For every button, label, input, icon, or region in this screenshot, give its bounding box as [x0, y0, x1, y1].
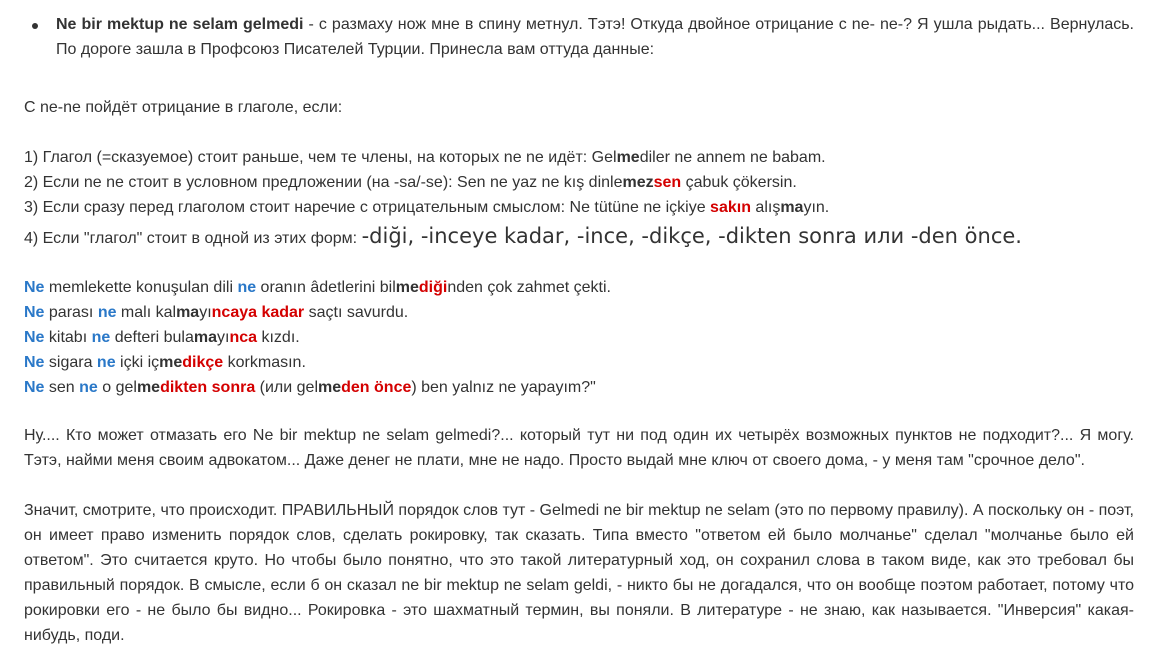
bullet-text: [56, 12, 1134, 62]
example-4-ne-first: Ne: [24, 354, 45, 371]
example-1-text-a: memlekette konuşulan dili: [44, 279, 238, 296]
example-5-text-c: (или gel: [255, 379, 318, 396]
example-5-form: dikten sonra: [160, 379, 256, 396]
rule-4-text: 4) Если "глагол" стоит в одной из этих форм:: [24, 230, 362, 247]
example-5-text-b: o gel: [97, 379, 137, 396]
example-4-text-b: içki iç: [115, 354, 160, 371]
bullet-item: [24, 12, 1134, 62]
example-3-ne-first: Ne: [24, 329, 45, 346]
example-4-form: dikçe: [182, 354, 224, 371]
example-3: [24, 325, 1134, 350]
example-3-text-c: kızdı.: [257, 329, 300, 346]
example-3-negation: ma: [193, 329, 217, 346]
rule-1: [24, 145, 1134, 170]
example-1-form: diği: [418, 279, 448, 296]
example-1-text-b: oranın âdetlerini bil: [256, 279, 396, 296]
example-4: [24, 350, 1134, 375]
example-1: [24, 275, 1134, 300]
rule-2-text: 2) Если ne ne стоит в условном предложении (на -sa/-se): Sen ne yaz ne kış dinle: [24, 174, 623, 191]
example-1-ne-second: ne: [237, 279, 257, 296]
rule-2: [24, 170, 1134, 195]
example-2-text-b: malı kal: [116, 304, 177, 321]
rule-2-suffix: mez: [622, 174, 654, 191]
paragraph-2: Значит, смотрите, что происходит. ПРАВИЛЬНЫЙ порядок слов тут - Gelmedi ne bir mektup ne selam (это по первому правилу). А поскольку он - поэт, он имеет право изменить порядок слов, сделать рокировку, так сказать. Типа вместо "ответом ей было молчанье" сделал "молчанье было ей ответом". Это считается круто. Но чтобы было понятно, что это такой литературный ход, он сохранил слова в таком виде, как это требовал бы правильный порядок. В смысле, если б он сказал ne bir mektup ne selam geldi, - никто бы не догадался, что он вообще поэтом работает, потому что рокировки его - не было бы видно... Рокировка - это шахматный термин, вы поняли. В литературе - не знаю, как называется. "Инверсия" какая-нибудь, поди.: [24, 502, 1134, 644]
paragraph-1: Ну.... Кто может отмазать его Ne bir mektup ne selam gelmedi?... который тут ни под один их четырёх возможных пунктов не подходит?... Я могу. Тэтэ, найми меня своим адвокатом... Даже денег не плати, мне не надо. Просто выдай мне ключ от своего дома, - у меня там "срочное дело".: [24, 427, 1134, 469]
example-4-text-c: korkmasın.: [223, 354, 306, 371]
rule-1-text: 1) Глагол (=сказуемое) стоит раньше, чем те члены, на которых ne ne идёт: Gel: [24, 149, 617, 166]
rule-2-condition: sen: [653, 174, 682, 191]
rule-4: [24, 224, 1134, 251]
example-2-negation: ma: [176, 304, 200, 321]
rule-3-suffix: ma: [780, 199, 804, 216]
example-5-ne-second: ne: [79, 379, 98, 396]
example-5-form-alt: den önce: [341, 379, 412, 396]
example-5-text-d: ) ben yalnız ne yapayım?": [411, 379, 596, 396]
example-1-ne-first: Ne: [24, 279, 45, 296]
example-3-text-a: kitabı: [44, 329, 92, 346]
bullet-phrase: Ne bir mektup ne selam gelmedi: [56, 16, 304, 33]
rule-1-rest: diler ne annem ne babam.: [639, 149, 826, 166]
rule-3-text: 3) Если сразу перед глаголом стоит наречие с отрицательным смыслом: Ne tütüne ne içkiye: [24, 199, 711, 216]
example-3-buffer: yı: [217, 329, 230, 346]
example-2-form: ncaya kadar: [211, 304, 305, 321]
rule-3-adverb: sakın: [710, 199, 751, 216]
example-1-text-c: nden çok zahmet çekti.: [447, 279, 611, 296]
example-5-negation: me: [136, 379, 161, 396]
rule-1-suffix: me: [616, 149, 640, 166]
example-3-text-b: defteri bula: [110, 329, 194, 346]
example-3-form: nca: [229, 329, 258, 346]
rule-2-rest: çabuk çökersin.: [681, 174, 797, 191]
example-2-buffer: yı: [199, 304, 212, 321]
example-5-ne-first: Ne: [24, 379, 45, 396]
bullet-comment: - с размаху нож мне в спину метнул. Тэтэ! Откуда двойное отрицание с ne- ne-? Я ушла рыдать... Вернулась. По дороге зашла в Профсоюз Писателей Турции. Принесла вам оттуда данные:: [56, 16, 1134, 58]
rule-4-forms: -diği, -inceye kadar, -ince, -dikçe, -dikten sonra или -den önce.: [361, 224, 1022, 248]
example-2-ne-first: Ne: [24, 304, 45, 321]
rules-intro: С ne-ne пойдёт отрицание в глаголе, если:: [24, 99, 343, 116]
example-2-text-c: saçtı savurdu.: [304, 304, 409, 321]
example-2: [24, 300, 1134, 325]
example-3-ne-second: ne: [91, 329, 111, 346]
example-4-text-a: sigara: [44, 354, 97, 371]
example-4-ne-second: ne: [96, 354, 116, 371]
example-5-text-a: sen: [44, 379, 80, 396]
example-4-negation: me: [159, 354, 183, 371]
example-2-text-a: parası: [44, 304, 98, 321]
rule-3-verb-start: alış: [750, 199, 781, 216]
example-2-ne-second: ne: [97, 304, 117, 321]
bullet-dot-icon: [32, 23, 38, 29]
rule-3: [24, 195, 1134, 220]
example-1-negation: me: [395, 279, 419, 296]
example-5-negation-alt: me: [318, 379, 342, 396]
rule-3-rest: yın.: [803, 199, 830, 216]
example-5: [24, 375, 1134, 400]
